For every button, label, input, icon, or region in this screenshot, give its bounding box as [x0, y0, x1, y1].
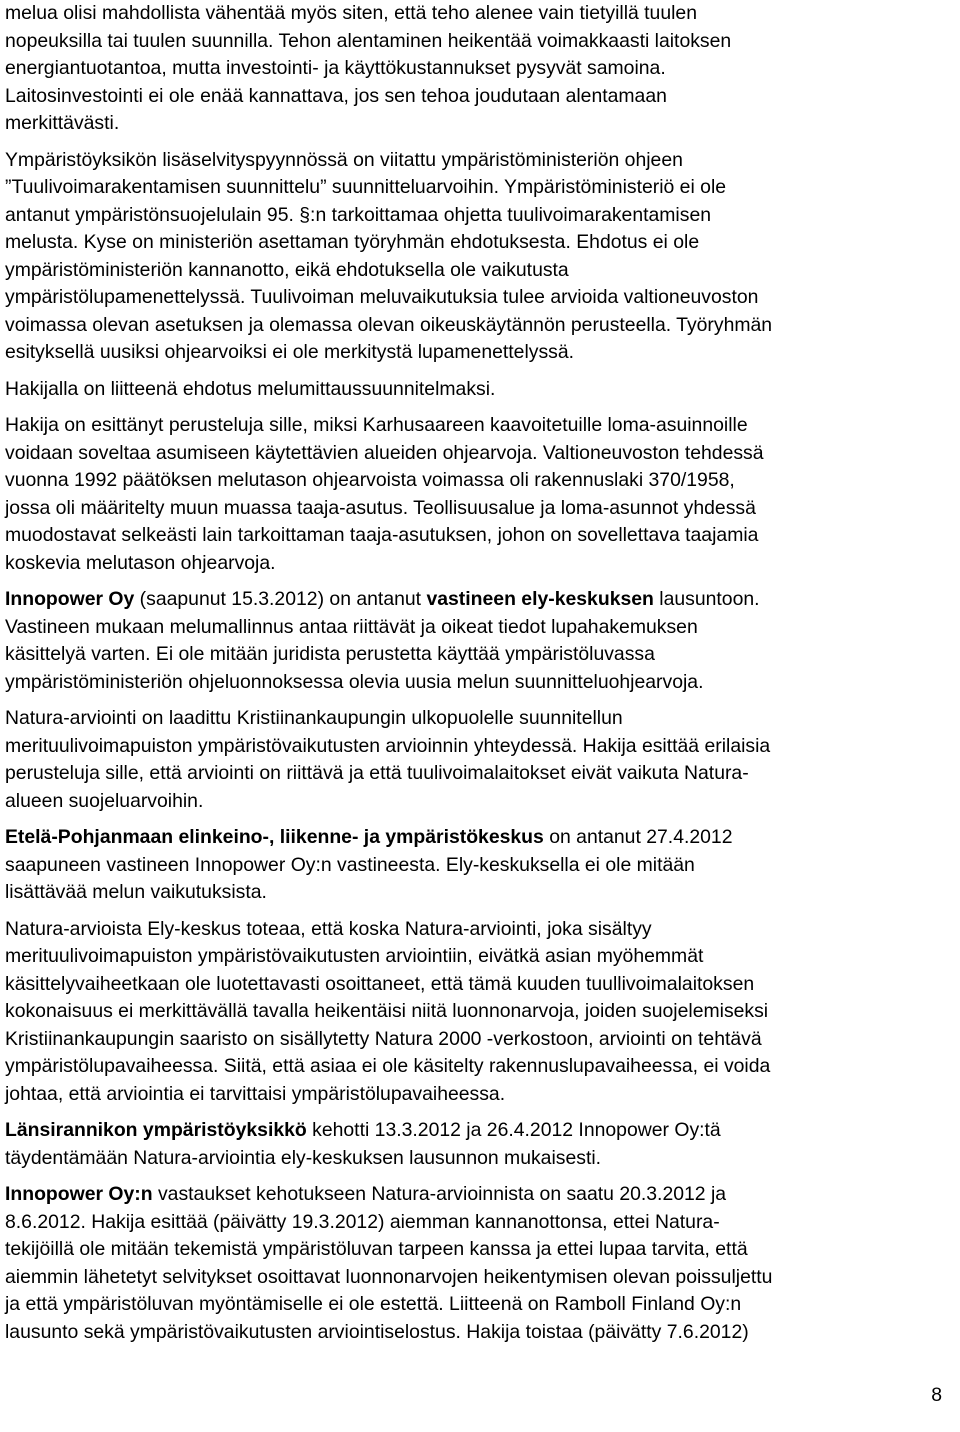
paragraph: [5, 916, 953, 1109]
document-body: [5, 0, 953, 1355]
bold-text-run: Innopower Oy: [5, 588, 135, 610]
paragraph: [5, 586, 953, 696]
paragraph: [5, 376, 953, 404]
text-run: Natura-arviointi on laadittu Kristiinankaupungin ulkopuolelle suunnitellun merituulivoimapuiston ympäristövaikutusten arvioinnin yhteydessä. Hakija esittää erilaisia perusteluja sille, että arviointi on riittävä ja että tuulivoimalaitokset eivät vaikuta Natura- alueen suojeluarvoihin.: [5, 707, 771, 812]
text-run: Ympäristöyksikön lisäselvityspyynnössä on viitattu ympäristöministeriön ohjeen ”Tuulivoimarakentamisen suunnittelu” suunnitteluarvoihin. Ympäristöministeriö ei ole antanut ympäristönsuojelulain 95. §:n tarkoittamaa ohjetta tuulivoimarakentamisen melusta. Kyse on ministeriön asettaman työryhmän ehdotuksesta. Ehdotus ei ole ympäristöministeriön kannanotto, eikä ehdotuksella ole vaikutusta ympäristölupamenettelyssä. Tuulivoiman meluvaikutuksia tulee arvioida valtioneuvoston voimassa olevan asetuksen ja olemassa olevan oikeuskäytännön perusteella. Työryhmän esityksellä uusiksi ohjearvoiksi ei ole merkitystä lupamenettelyssä.: [5, 148, 773, 363]
page-number: 8: [931, 1384, 942, 1406]
bold-text-run: vastineen ely-keskuksen: [426, 588, 654, 610]
paragraph: [5, 147, 953, 367]
text-run: lausuntoon. Vastineen mukaan melumallinnus antaa riittävät ja oikeat tiedot lupahakemuksen käsittelyä varten. Ei ole mitään juridista perustetta käyttää ympäristöluvassa ympäristöministeriön ohjeluonnoksessa olevia uusia melun suunnitteluohjearvoja.: [5, 588, 760, 693]
text-run: on antanut 27.4.2012 saapuneen vastineen Innopower Oy:n vastineesta. Ely-keskuksella ei ole mitään lisättävää melun vaikutuksista.: [5, 826, 733, 903]
paragraph: [5, 0, 953, 138]
text-run: Natura-arvioista Ely-keskus toteaa, että koska Natura-arviointi, joka sisältyy merituulivoimapuiston ympäristövaikutusten arviointiin, eivätkä asian myöhemmät käsittelyvaiheetkaan ole luotettavasti osoittaneet, että tämä kuuden tuullivoimalaitoksen kokonaisuus ei merkittävällä tavalla heikentäisi niitä luonnonarvoja, joiden suojelemiseksi Kristiinankaupungin saaristo on sisällytetty Natura 2000 -verkostoon, arviointi on tehtävä ympäristölupavaiheessa. Siitä, että asiaa ei ole käsitelty rakennuslupavaiheessa, ei voida johtaa, että arviointia ei tarvittaisi ympäristölupavaiheessa.: [5, 917, 771, 1105]
paragraph: [5, 1181, 953, 1346]
bold-text-run: Etelä-Pohjanmaan elinkeino-, liikenne- ja ympäristökeskus: [5, 826, 544, 848]
paragraph: [5, 705, 953, 815]
text-run: kehotti 13.3.2012 ja 26.4.2012 Innopower Oy:tä täydentämään Natura-arviointia ely-keskuksen lausunnon mukaisesti.: [5, 1119, 721, 1169]
text-run: (saapunut 15.3.2012) on antanut: [134, 588, 427, 610]
bold-text-run: Länsirannikon ympäristöyksikkö: [5, 1119, 307, 1141]
text-run: melua olisi mahdollista vähentää myös siten, että teho alenee vain tietyillä tuulen nopeuksilla tai tuulen suunnilla. Tehon alentaminen heikentää voimakkaasti laitoksen energiantuotantoa, mutta investointi- ja käyttökustannukset pysyvät samoina. Laitosinvestointi ei ole enää kannattava, jos sen tehoa joudutaan alentamaan merkittävästi.: [5, 2, 732, 134]
paragraph: [5, 1117, 953, 1172]
text-run: Hakija on esittänyt perusteluja sille, miksi Karhusaareen kaavoitetuille loma-asuinnoille voidaan soveltaa asumiseen käytettävien alueiden ohjearvoja. Valtioneuvoston tehdessä vuonna 1992 päätöksen melutason ohjearvoista voimassa oli rakennuslaki 370/1958, jossa oli määritelty muun muassa taaja-asutus. Teollisuusalue ja loma-asunnot yhdessä muodostavat selkeästi lain tarkoittaman taaja-asutuksen, johon on sovellettava taajamia koskevia melutason ohjearvoja.: [5, 414, 764, 574]
bold-text-run: Innopower Oy:n: [5, 1183, 153, 1205]
paragraph: [5, 412, 953, 577]
paragraph: [5, 824, 953, 907]
text-run: vastaukset kehotukseen Natura-arvioinnista on saatu 20.3.2012 ja 8.6.2012. Hakija esittää (päivätty 19.3.2012) aiemman kannanottonsa, ettei Natura- tekijöillä ole mitään tekemistä ympäristöluvan tarpeen kanssa ja ettei lupaa tarvita, että aiemmin lähetetyt selvitykset osoittavat luonnonarvojen heikentymisen olevan poissuljettu ja että ympäristöluvan myöntämiselle ei ole estettä. Liitteenä on Ramboll Finland Oy:n lausunto sekä ympäristövaikutusten arviointiselostus. Hakija toistaa (päivätty 7.6.2012): [5, 1183, 773, 1343]
text-run: Hakijalla on liitteenä ehdotus melumittaussuunnitelmaksi.: [5, 377, 496, 400]
